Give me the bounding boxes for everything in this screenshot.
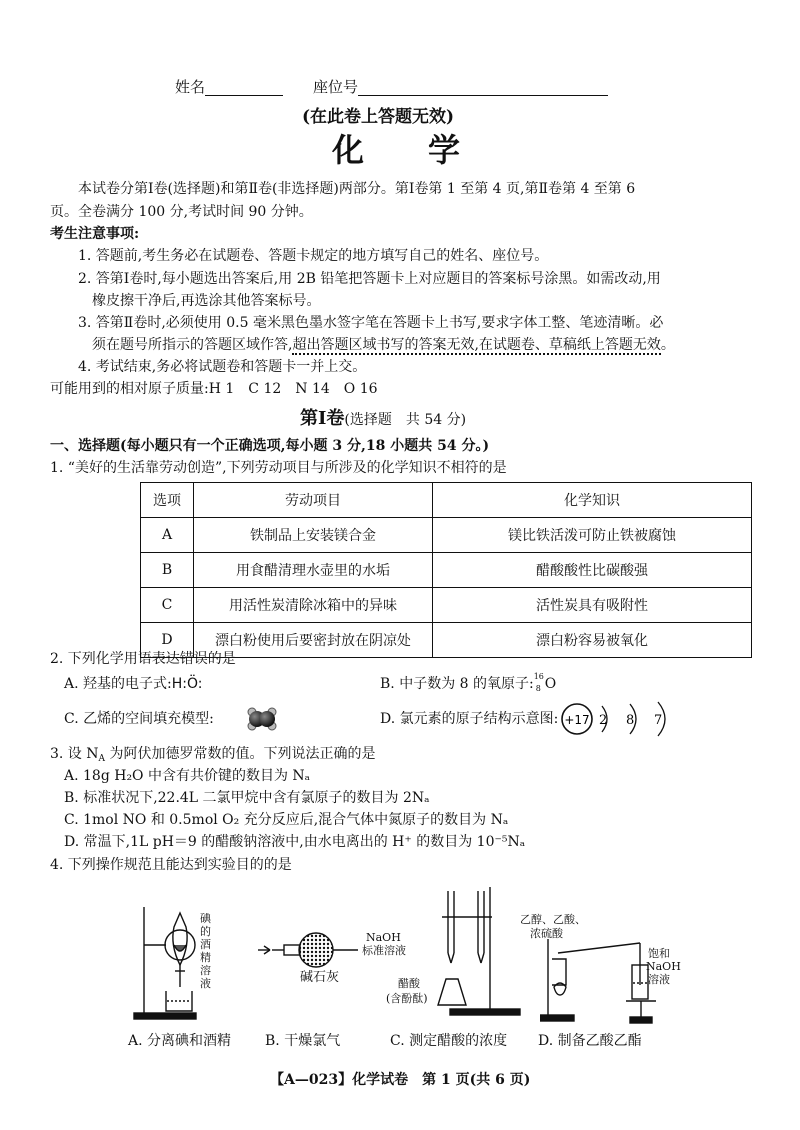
table-cell: 铁制品上安装镁合金 (194, 518, 433, 553)
q3-option-b: B. 标准状况下,22.4L 二氯甲烷中含有氯原子的数目为 2Nₐ (64, 790, 430, 806)
intro-line-2: 页。全卷满分 100 分,考试时间 90 分钟。 (50, 204, 313, 220)
note-2b: 橡皮擦干净后,再选涂其他答案标号。 (92, 293, 321, 309)
table-row (141, 588, 752, 623)
q3-option-c: C. 1mol NO 和 0.5mol O₂ 充分反应后,混合气体中氮原子的数目为 Nₐ (64, 812, 509, 828)
apparatus-c-titration (420, 883, 530, 1028)
apparatus-b-drying-tube (258, 930, 368, 970)
label-iodine-solution: 碘 的 酒 精 溶 液 (200, 912, 211, 990)
apparatus-a-separatory-funnel (130, 905, 230, 1025)
note-4: 4. 考试结束,务必将试题卷和答题卡一并上交。 (78, 359, 367, 375)
q1-table (140, 482, 752, 658)
shell-3-electrons: 7 (654, 713, 663, 728)
header-task: 劳动项目 (194, 483, 433, 518)
q3-stem-post: 为阿伏加德罗常数的值。下列说法正确的是 (105, 746, 376, 762)
label-naoh: NaOH (366, 931, 401, 944)
table-row (141, 553, 752, 588)
table-header-row (141, 483, 752, 518)
q3-stem (50, 745, 375, 768)
shell-1-electrons: 2 (599, 713, 608, 728)
table-cell: B (141, 553, 194, 588)
note-3b (92, 336, 675, 354)
note-1: 1. 答题前,考生务必在试题卷、答题卡规定的地方填写自己的姓名、座位号。 (78, 248, 549, 264)
table-cell: 用食醋清理水壶里的水垢 (194, 553, 433, 588)
q2-c-text: C. 乙烯的空间填充模型: (64, 711, 214, 727)
label-phenolphthalein: (含酚酞) (386, 992, 428, 1005)
table-cell: A (141, 518, 194, 553)
note-2a: 2. 答第Ⅰ卷时,每小题选出答案后,用 2B 铅笔把答题卡上对应题目的答案标号涂黑。如需改动,用 (78, 271, 661, 287)
nucleus-charge: +17 (564, 713, 590, 727)
ethylene-space-filling-model (244, 706, 280, 732)
shell-2-electrons: 8 (626, 713, 635, 728)
note-3b-end: 。 (660, 337, 675, 353)
page-footer: 【A—023】化学试卷 第 1 页(共 6 页) (270, 1072, 531, 1088)
q2-option-c (64, 710, 214, 728)
atomic-masses: 可能用到的相对原子质量:H 1 C 12 N 14 O 16 (50, 381, 378, 397)
name-field (175, 78, 283, 96)
header-knowledge: 化学知识 (433, 483, 752, 518)
section-heading (300, 410, 466, 429)
label-saturated: 饱和 (648, 947, 670, 960)
notes-title: 考生注意事项: (50, 226, 140, 242)
name-label: 姓名 (175, 78, 206, 96)
q2-option-d (380, 710, 558, 728)
table-cell: 漂白粉容易被氧化 (433, 623, 752, 658)
notice: (在此卷上答题无效) (302, 107, 455, 127)
table-row (141, 518, 752, 553)
label-soda-lime: 碱石灰 (300, 970, 340, 985)
seat-label: 座位号 (313, 78, 359, 96)
note-3b-plain: 须在题号所指示的答题区域作答, (92, 337, 293, 353)
q3-stem-pre: 3. 设 N (50, 746, 99, 762)
seat-field (313, 78, 608, 96)
hydroxyl-electron-formula: H:Ö: (171, 676, 203, 692)
label-conc-sulfuric: 浓硫酸 (530, 927, 563, 940)
atomic-number: 8 (535, 684, 541, 693)
q2-option-b (380, 672, 557, 693)
caption-d: D. 制备乙酸乙酯 (538, 1033, 642, 1049)
q2-b-text: B. 中子数为 8 的氧原子: (380, 676, 534, 692)
header-option: 选项 (141, 483, 194, 518)
page-title: 化 学 (332, 131, 461, 169)
label-naoh-d: NaOH (646, 960, 681, 973)
q2-d-text: D. 氯元素的原子结构示意图: (380, 711, 559, 727)
q4-stem: 4. 下列操作规范且能达到实验目的的是 (50, 857, 292, 873)
q2-stem: 2. 下列化学用语表达错误的是 (50, 651, 236, 667)
table-cell: 醋酸酸性比碳酸强 (433, 553, 752, 588)
table-cell: 用活性炭清除冰箱中的异味 (194, 588, 433, 623)
q2-a-text: A. 羟基的电子式: (64, 676, 172, 692)
label-standard-solution: 标准溶液 (362, 944, 406, 957)
q2-option-a (64, 675, 202, 693)
oxygen-symbol: O (544, 676, 557, 692)
table-cell: 活性炭具有吸附性 (433, 588, 752, 623)
table-cell: 镁比铁活泼可防止铁被腐蚀 (433, 518, 752, 553)
q3-option-d: D. 常温下,1L pH＝9 的醋酸钠溶液中,由水电离出的 H⁺ 的数目为 10⁻⁵Nₐ (64, 834, 526, 850)
section-title: 第Ⅰ卷 (300, 408, 345, 429)
note-3b-emphasis: 超出答题区域书写的答案无效,在试题卷、草稿纸上答题无效 (292, 337, 661, 353)
part-instruction: 一、选择题(每小题只有一个正确选项,每小题 3 分,18 小题共 54 分。) (50, 438, 490, 454)
section-subtitle: (选择题 共 54 分) (344, 412, 467, 428)
label-reagents: 乙醇、乙酸、 (520, 913, 586, 926)
caption-c: C. 测定醋酸的浓度 (390, 1033, 508, 1049)
mass-number: 16 (533, 672, 544, 681)
caption-b: B. 干燥氯气 (265, 1033, 341, 1049)
q1-stem: 1. “美好的生活靠劳动创造”,下列劳动项目与所涉及的化学知识不相符的是 (50, 460, 507, 476)
chlorine-atom-structure-diagram (558, 700, 698, 738)
table-cell: 漂白粉使用后要密封放在阴凉处 (194, 623, 433, 658)
note-3a: 3. 答第Ⅱ卷时,必须使用 0.5 毫米黑色墨水签字笔在答题卡上书写,要求字体工整、笔迹清晰。必 (78, 315, 664, 331)
q3-option-a: A. 18g H₂O 中含有共价键的数目为 Nₐ (64, 768, 311, 784)
table-cell: C (141, 588, 194, 623)
intro-line-1: 本试卷分第Ⅰ卷(选择题)和第Ⅱ卷(非选择题)两部分。第Ⅰ卷第 1 至第 4 页,第Ⅱ卷第 4 至第 6 (78, 181, 636, 197)
label-acetic-acid: 醋酸 (398, 977, 420, 990)
caption-a: A. 分离碘和酒精 (128, 1033, 232, 1049)
table-cell: D (141, 623, 194, 658)
label-solution-d: 溶液 (648, 973, 670, 986)
q3-stem-sub: A (98, 754, 106, 764)
